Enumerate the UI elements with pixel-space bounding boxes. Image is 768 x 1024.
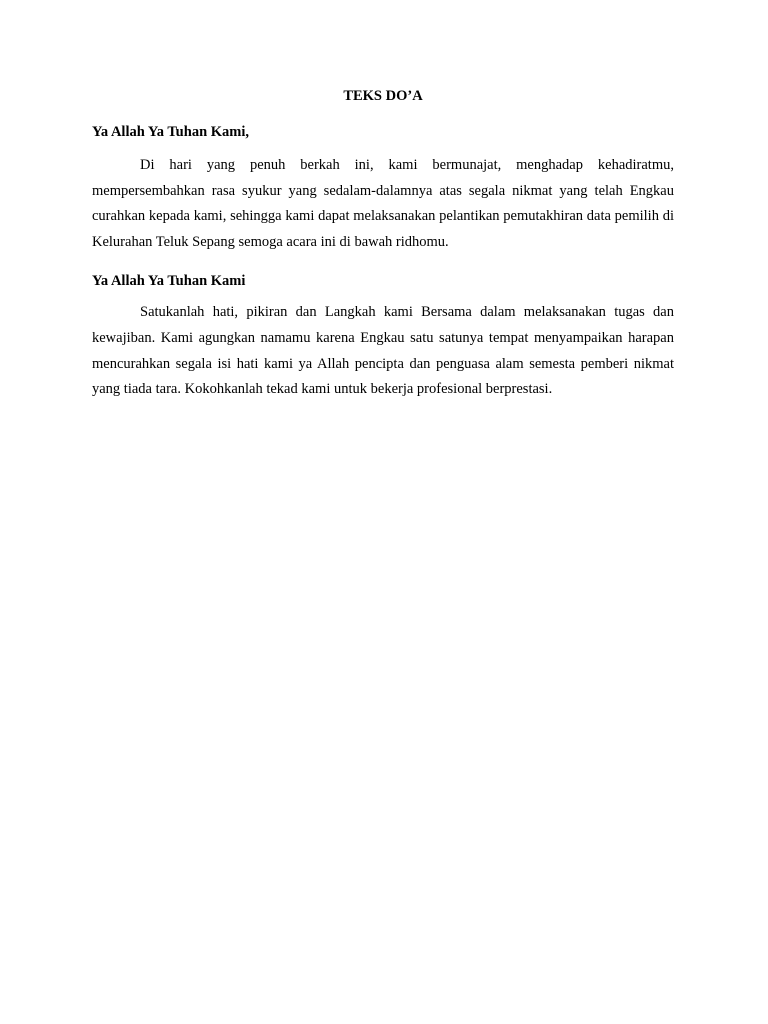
document-body (92, 86, 674, 403)
prayer-heading-2: Ya Allah Ya Tuhan Kami (92, 273, 246, 290)
prayer-heading-1: Ya Allah Ya Tuhan Kami, (92, 124, 250, 140)
document-title: TEKS DO’A (343, 88, 423, 104)
prayer-paragraph-2: Satukanlah hati, pikiran dan Langkah kami Bersama dalam melaksanakan tugas dan kewajiban. Kami agungkan namamu karena Engkau satu satunya tempat menyampaikan harapan mencurahkan segala isi hati kami ya Allah pencipta dan penguasa alam semesta pemberi nikmat yang tiada tara. Kokohkanlah tekad kami untuk bekerja profesional berprestasi. (92, 304, 674, 398)
prayer-paragraph-1: Di hari yang penuh berkah ini, kami bermunajat, menghadap kehadiratmu, mempersembahkan rasa syukur yang sedalam-dalamnya atas segala nikmat yang telah Engkau curahkan kepada kami, sehingga kami dapat melaksanakan pelantikan pemutakhiran data pemilih di Kelurahan Teluk Sepang semoga acara ini di bawah ridhomu. (92, 157, 674, 250)
